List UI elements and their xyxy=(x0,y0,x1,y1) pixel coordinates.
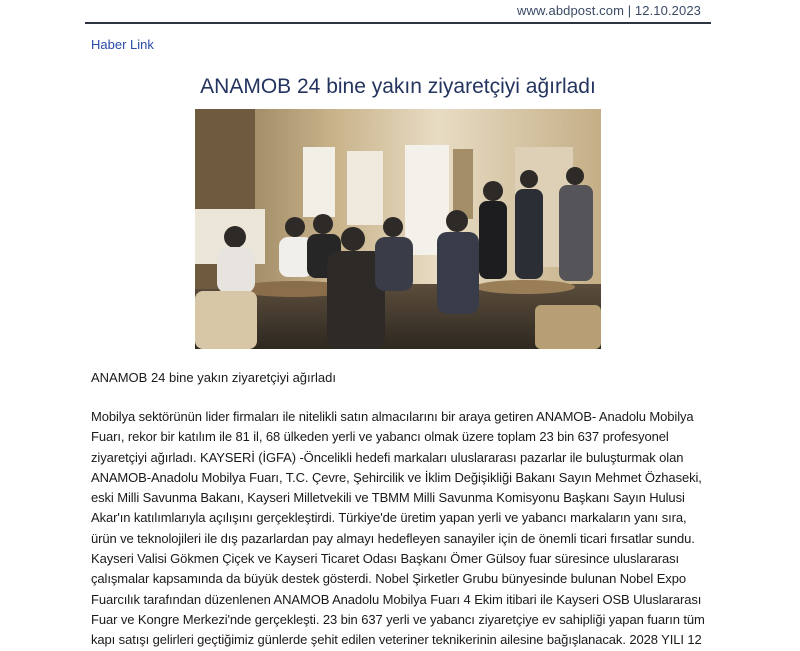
source-and-date: www.abdpost.com | 12.10.2023 xyxy=(517,3,701,18)
article-body: Mobilya sektörünün lider firmaları ile nitelikli satın almacılarını bir araya getiren ANAMOB- Anadolu Mobilya Fuarı, rekor bir katılım ile 81 il, 68 ülkeden yerli ve yabancı olmak üzere toplam 23 bin 637 profesyonel ziyaretçiyi ağırladı. KAYSERİ (İGFA) -Öncelikli hedefi markaları uluslararası pazarlar ile buluşturmak olan ANAMOB-Anadolu Mobilya Fuarı, T.C. Çevre, Şehircilik ve İklim Değişikliği Bakanı Sayın Mehmet Özhaseki, eski Milli Savunma Bakanı, Kayseri Milletvekili ve TBMM Milli Savunma Komisyonu Başkanı Sayın Hulusi Akar'ın katılımlarıyla açılışını gerçekleştirdi. Türkiye'de üretim yapan yerli ve yabancı markaların yanı sıra, ürün ve teknolojileri ile dış pazarlardan pay almayı hedefleyen sanayiler için de önemli ticari fırsatlar sundu. Kayseri Valisi Gökmen Çiçek ve Kayseri Ticaret Odası Başkanı Ömer Gülsoy fuar süresince uluslararası çalışmalar kapsamında da büyük destek gösterdi. Nobel Şirketler Grubu bünyesinde bulunan Nobel Expo Fuarcılık tarafından düzenlenen ANAMOB Anadolu Mobilya Fuarı 4 Ekim itibari ile Kayseri OSB Uluslararası Fuar ve Kongre Merkezi'nde gerçekleşti. 23 bin 637 yerli ve yabancı ziyaretçiye ev sahipliği yapan fuarın tüm kapı satışı gelirleri geçtiğimiz günlerde şehit edilen veteriner teknikerinin ailesine bağışlanacak. 2028 YILI 12 xyxy=(91,409,705,648)
page-header xyxy=(85,0,711,24)
article-title: ANAMOB 24 bine yakın ziyaretçiyi ağırladı xyxy=(200,75,596,98)
news-link[interactable]: Haber Link xyxy=(91,37,154,52)
photo-caption: ANAMOB 24 bine yakın ziyaretçiyi ağırladı xyxy=(91,370,336,385)
article-photo xyxy=(195,109,601,349)
